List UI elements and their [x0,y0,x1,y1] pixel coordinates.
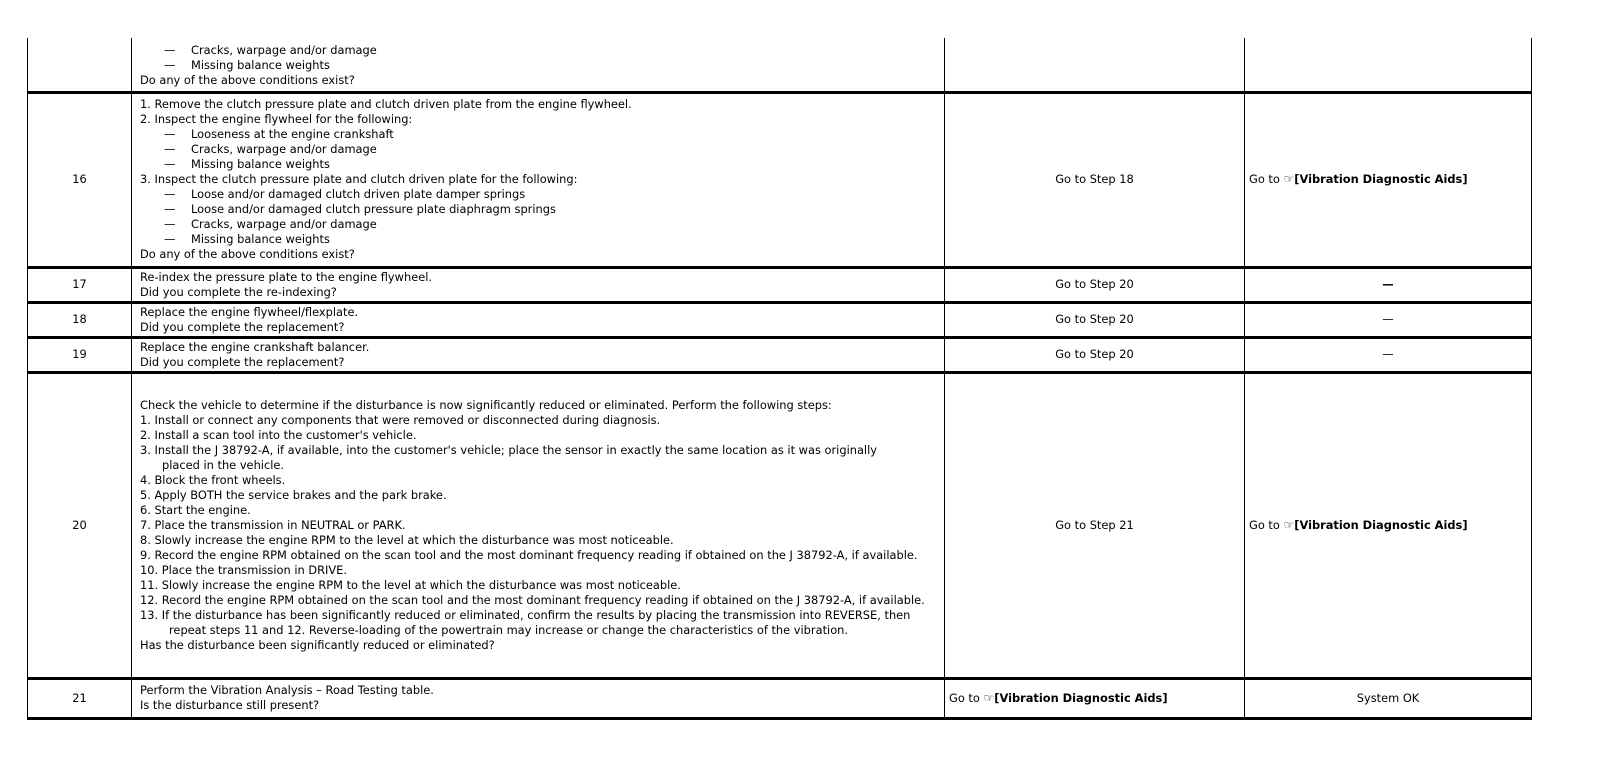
table-row [28,92,1532,267]
sub-item: — Cracks, warpage and/or damage [164,142,377,156]
pointing-hand-icon: ☞ [1283,517,1295,532]
sub-item: — Looseness at the engine crankshaft [164,127,394,141]
table-row [28,372,1532,678]
action-cell [132,337,945,372]
question-text: Did you complete the re-indexing? [140,284,337,299]
diagnostic-table [27,38,1532,720]
no-result: — [1382,277,1394,291]
vibration-aids-link[interactable]: Go to ☞[Vibration Diagnostic Aids] [1249,172,1468,186]
yes-cell[interactable] [945,302,1245,337]
list-item: 2. Install a scan tool into the customer's vehicle. [140,427,417,442]
sub-item: — Cracks, warpage and/or damage [164,42,377,57]
pointing-hand-icon: ☞ [1283,172,1295,186]
yes-cell [945,38,1245,92]
question-text: Is the disturbance still present? [140,698,320,712]
yes-result[interactable]: Go to Step 20 [1055,312,1134,326]
yes-cell [945,678,1245,718]
step-number: 19 [28,337,132,372]
action-text: Replace the engine flywheel/flexplate. [140,304,359,319]
list-item: 8. Slowly increase the engine RPM to the level at which the disturbance was most noticeable. [140,532,674,547]
action-text: Perform the Vibration Analysis – Road Testing table. [140,683,434,697]
pointing-hand-icon: ☞ [983,690,995,705]
yes-cell[interactable] [945,372,1245,678]
list-item: 5. Apply BOTH the service brakes and the park brake. [140,487,447,502]
list-item: 1. Install or connect any components that were removed or disconnected during diagnosis. [140,412,661,427]
sub-item: — Missing balance weights [164,232,330,246]
action-cell [132,92,945,267]
list-item: 2. Inspect the engine flywheel for the following: [140,112,413,126]
yes-cell[interactable] [945,337,1245,372]
sub-item: — Loose and/or damaged clutch pressure plate diaphragm springs [164,202,556,216]
yes-result[interactable]: Go to Step 20 [1055,277,1134,291]
sub-item: — Missing balance weights [164,157,330,171]
question-text: Do any of the above conditions exist? [140,72,355,87]
yes-result[interactable]: Go to Step 18 [1055,172,1134,186]
table-row [28,302,1532,337]
table-row [28,337,1532,372]
list-item: 3. Inspect the clutch pressure plate and clutch driven plate for the following: [140,172,578,186]
yes-cell[interactable] [945,92,1245,267]
intro-text: Check the vehicle to determine if the disturbance is now significantly reduced or eliminated. Perform the following steps: [140,397,832,412]
action-cell [132,267,945,302]
list-item: 1. Remove the clutch pressure plate and clutch driven plate from the engine flywheel. [140,97,632,111]
no-result: System OK [1356,690,1420,705]
sub-item: — Loose and/or damaged clutch driven plate damper springs [164,187,526,201]
step-cell [28,38,132,92]
list-item: 12. Record the engine RPM obtained on the scan tool and the most dominant frequency reading if obtained on the J 38792-A, if available. [140,592,925,607]
vibration-aids-link[interactable]: Go to ☞[Vibration Diagnostic Aids] [949,690,1168,705]
list-item: 13. If the disturbance has been significantly reduced or eliminated, confirm the results by placing the transmission into REVERSE, then repeat steps 11 and 12. Reverse-loading of the powertrain may increase or change the characteristics of the vibration. [140,607,911,637]
list-item: 9. Record the engine RPM obtained on the scan tool and the most dominant frequency reading if obtained on the J 38792-A, if available. [140,547,918,562]
step-number: 17 [28,267,132,302]
list-item: 6. Start the engine. [140,502,251,517]
action-cell [132,372,945,678]
yes-cell[interactable] [945,267,1245,302]
list-item: 3. Install the J 38792-A, if available, into the customer's vehicle; place the sensor in exactly the same location as it was originally placed in the vehicle. [140,442,878,472]
step-number: 18 [28,302,132,337]
list-item: 11. Slowly increase the engine RPM to the level at which the disturbance was most noticeable. [140,577,681,592]
question-text: Has the disturbance been significantly reduced or eliminated? [140,637,495,652]
no-cell [1245,92,1532,267]
action-text: Replace the engine crankshaft balancer. [140,339,370,354]
action-cell [132,302,945,337]
table-row [28,38,1532,92]
yes-result[interactable]: Go to Step 20 [1055,347,1134,361]
question-text: Do any of the above conditions exist? [140,247,355,261]
no-cell [1245,372,1532,678]
step-number: 20 [28,372,132,678]
action-text: Re-index the pressure plate to the engine flywheel. [140,269,433,284]
no-cell [1245,302,1532,337]
step-number: 16 [28,92,132,267]
action-cell [132,678,945,718]
no-cell [1245,38,1532,92]
no-cell [1245,678,1532,718]
sub-item: — Missing balance weights [164,57,330,72]
question-text: Did you complete the replacement? [140,354,345,369]
no-result: — [1382,347,1394,361]
list-item: 10. Place the transmission in DRIVE. [140,562,348,577]
table-row [28,267,1532,302]
vibration-aids-link[interactable]: Go to ☞[Vibration Diagnostic Aids] [1249,517,1468,532]
no-cell [1245,267,1532,302]
list-item: 7. Place the transmission in NEUTRAL or PARK. [140,517,406,532]
yes-result[interactable]: Go to Step 21 [1055,517,1134,532]
no-cell [1245,337,1532,372]
list-item: 4. Block the front wheels. [140,472,286,487]
table-row [28,678,1532,718]
step-number: 21 [28,678,132,718]
sub-item: — Cracks, warpage and/or damage [164,217,377,231]
action-cell [132,38,945,92]
no-result: — [1382,312,1394,326]
question-text: Did you complete the replacement? [140,319,345,334]
